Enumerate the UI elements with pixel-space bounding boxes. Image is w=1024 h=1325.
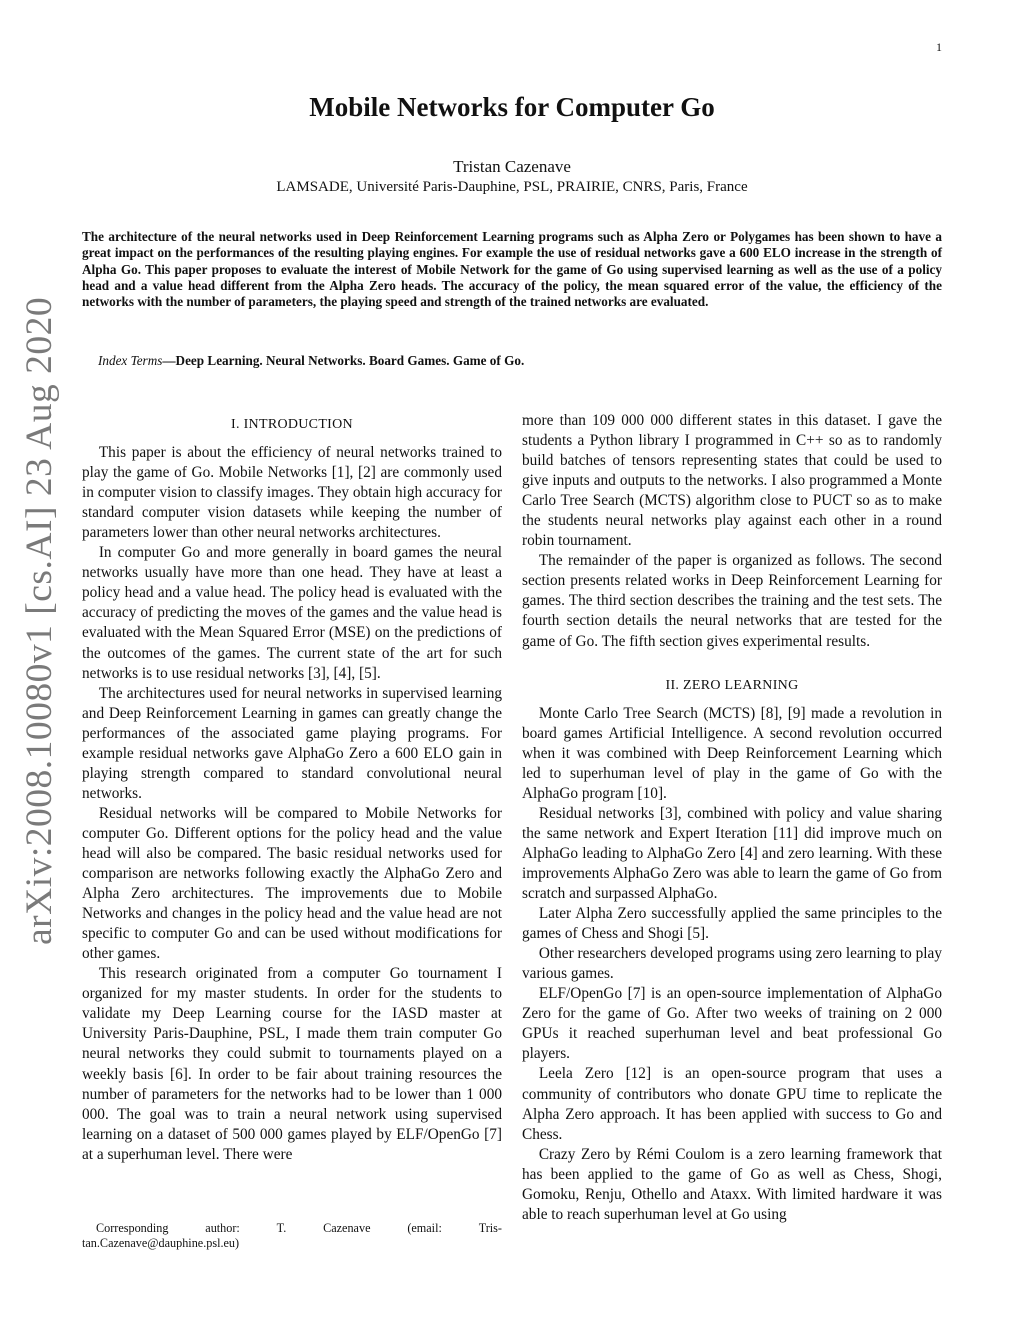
- paragraph: Residual networks [3], combined with policy and value sharing the same network and Expert Iteration [11] did improve much on AlphaGo leading to AlphaGo Zero [4] and zero learning. With these improvements AlphaGo Zero was able to learn the game of Go from scratch and surpassed AlphaGo.: [522, 804, 942, 903]
- footnote-word: Cazenave: [323, 1221, 371, 1235]
- left-column: [82, 413, 502, 1165]
- right-column: [522, 411, 942, 1225]
- footnote: [82, 1221, 502, 1251]
- paragraph: Later Alpha Zero successfully applied the same principles to the games of Chess and Shogi [5].: [522, 905, 942, 943]
- page-number: 1: [936, 40, 942, 54]
- author-name: Tristan Cazenave: [453, 157, 571, 176]
- paragraph: The remainder of the paper is organized as follows. The second section presents related works in Deep Reinforcement Learning for games. The third section describes the training and the test sets. The fourth section details the neural networks that are tested for the game of Go. The fifth section gives experimental results.: [522, 552, 942, 650]
- paragraph: This research originated from a computer Go tournament I organized for my master students. In order for the students to validate my Deep Learning course for the IASD master at University Paris-Dauphine, PSL, I made them train computer Go neural networks they could submit to tournaments played on a weekly basis [6]. In order to be fair about training resources the number of parameters for the networks had to be lower than 1 000 000. The goal was to train a neural network using supervised learning on a dataset of 500 000 games played by ELF/OpenGo [7] at a superhuman level. There were: [82, 965, 502, 1163]
- index-terms-text: —Deep Learning. Neural Networks. Board Games. Game of Go.: [162, 353, 525, 368]
- section-heading-introduction: I. INTRODUCTION: [231, 417, 353, 432]
- arxiv-stamp: arXiv:2008.10080v1 [cs.AI] 23 Aug 2020: [19, 296, 60, 945]
- index-terms-label: Index Terms: [98, 353, 163, 368]
- footnote-word: author:: [205, 1221, 240, 1235]
- paragraph-continuation: more than 109 000 000 different states in this dataset. I gave the students a Python library I programmed in C++ so as to randomly build batches of tensors representing states that could be used to give inputs and outputs to the networks. I also programmed a Monte Carlo Tree Search (MCTS) algorithm close to PUCT so as to make the students neural networks play against each other in a round robin tournament.: [522, 412, 942, 550]
- footnote-line: [82, 1221, 502, 1236]
- paragraph: Crazy Zero by Rémi Coulom is a zero learning framework that has been applied to the game of Go as well as Chess, Shogi, Gomoku, Renju, Othello and Ataxx. With limited hardware it was able to reach superhuman level at Go using: [522, 1145, 942, 1223]
- paragraph: In computer Go and more generally in board games the neural networks usually have more than one head. They have at least a policy head and a value head. The policy head is evaluated with the accuracy of predicting the moves of the games and the value head is evaluated with the Mean Squared Error (MSE) on the predictions of the outcomes of the games. The current state of the art for such networks is to use residual networks [3], [4], [5].: [82, 544, 502, 682]
- index-terms: [98, 353, 938, 369]
- author-affiliation: LAMSADE, Université Paris-Dauphine, PSL, PRAIRIE, CNRS, Paris, France: [276, 179, 748, 195]
- paper-title: Mobile Networks for Computer Go: [309, 92, 715, 122]
- paragraph: Monte Carlo Tree Search (MCTS) [8], [9] made a revolution in board games Artificial Intelligence. A second revolution occurred when it was combined with Deep Reinforcement Learning which led to superhuman level of play in the game of Go with the AlphaGo program [10].: [522, 704, 942, 802]
- footnote-word: (email:: [407, 1221, 442, 1235]
- paragraph: The architectures used for neural networks in supervised learning and Deep Reinforcement Learning in games can greatly change the performances of the associated game playing programs. For example residual networks gave AlphaGo Zero a 600 ELO gain in playing strength compared to standard convolutional neural networks.: [82, 684, 502, 802]
- paragraph: This paper is about the efficiency of neural networks trained to play the game of Go. Mobile Networks [1], [2] are commonly used in computer vision to classify images. They obtain high accuracy for standard computer vision datasets while keeping the number of parameters lower than other neural networks architectures.: [82, 444, 502, 542]
- footnote-word: Corresponding: [96, 1221, 169, 1235]
- footnote-word: T.: [276, 1221, 287, 1235]
- paragraph: Other researchers developed programs using zero learning to play various games.: [522, 945, 942, 983]
- section-heading-zero-learning: II. ZERO LEARNING: [665, 677, 799, 693]
- footnote-email: tan.Cazenave@dauphine.psl.eu): [82, 1236, 240, 1250]
- paragraph: Residual networks will be compared to Mobile Networks for computer Go. Different options for the policy head and the value head will also be compared. The basic residual networks used for comparison are networks following exactly the AlphaGo Zero and Alpha Zero architectures. The improvements due to Mobile Networks and changes in the policy head and the value head are not specific to computer Go and can be used without modifications for other games.: [82, 804, 502, 963]
- footnote-word: Tris-: [478, 1221, 502, 1235]
- paragraph: Leela Zero [12] is an open-source program that uses a community of contributors who donate GPU time to replicate the Alpha Zero approach. It has been applied with success to Go and Chess.: [522, 1065, 942, 1143]
- paragraph: ELF/OpenGo [7] is an open-source implementation of AlphaGo Zero for the game of Go. After two weeks of training on 2 000 GPUs it reached superhuman level and beat professional Go players.: [522, 985, 942, 1063]
- abstract: The architecture of the neural networks used in Deep Reinforcement Learning programs such as Alpha Zero or Polygames has been shown to have a great impact on the performances of the resulting playing engines. For example the use of residual networks gave a 600 ELO increase in the strength of Alpha Go. This paper proposes to evaluate the interest of Mobile Network for the game of Go using supervised learning as well as the use of a policy head and a value head different from the Alpha Zero heads. The accuracy of the policy, the mean squared error of the value, the efficiency of the networks with the number of parameters, the playing speed and strength of the trained networks are evaluated.: [82, 229, 942, 310]
